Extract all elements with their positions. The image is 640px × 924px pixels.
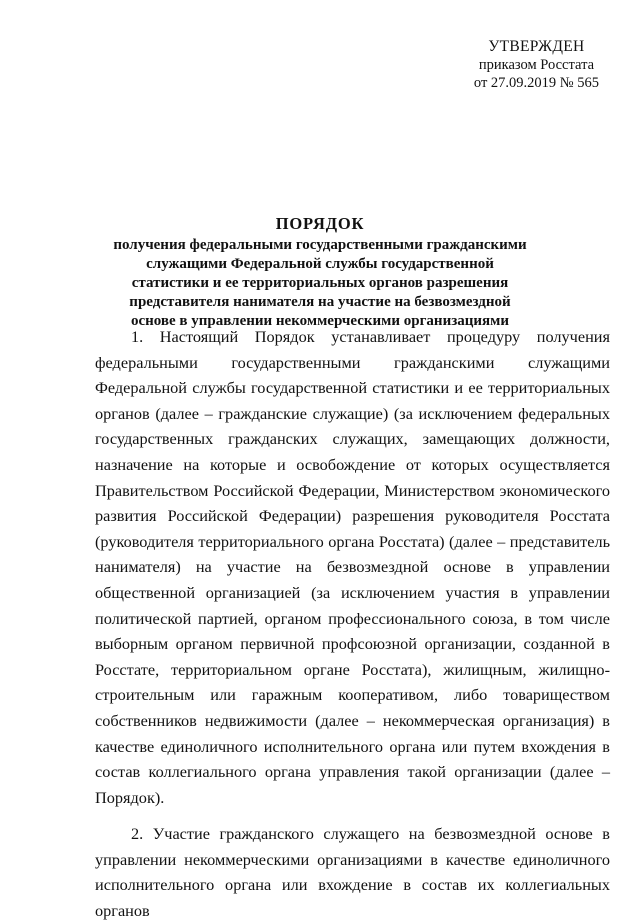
approval-date: от 27.09.2019 № 565 bbox=[473, 75, 599, 91]
document-body bbox=[95, 324, 610, 924]
document-title: ПОРЯДОК bbox=[275, 214, 365, 233]
document-subtitle: получения федеральными государственными гражданскими служащими Федеральной службы государственной статистики и ее территориальных органов разрешения представителя нанимателя на участие на безвозмездной основе в управлении некоммерческими организациями bbox=[113, 237, 527, 329]
paragraph-2: 2. Участие гражданского служащего на безвозмездной основе в управлении некоммерческими организациями в качестве единоличного исполнительного органа или вхождение в состав их коллегиальных органов bbox=[95, 824, 610, 921]
approval-stamp bbox=[474, 38, 599, 92]
document-heading bbox=[110, 214, 530, 331]
paragraph-1: 1. Настоящий Порядок устанавливает процедуру получения федеральными государственными гражданскими служащими Федеральной службы государственной статистики и ее территориальных органов (далее – гражданские служащие) (за исключением федеральных государственных гражданских служащих, замещающих должности, назначение на которые и освобождение от которых осуществляется Правительством Российской Федерации, Министерством экономического развития Российской Федерации) разрешения руководителя Росстата (руководителя территориального органа Росстата) (далее – представитель нанимателя) на участие на безвозмездной основе в управлении общественной организацией (за исключением участия в управлении политической партией, органом профессионального союза, в том числе выборным органом первичной профсоюзной организации, созданной в Росстате, территориальном органе Росстата), жилищным, жилищно-строительным или гаражным кооперативом, либо товариществом собственников недвижимости (далее – некоммерческая организация) в качестве единоличного исполнительного органа или путем вхождения в состав коллегиального органа управления такой организации (далее – Порядок). bbox=[95, 327, 610, 807]
approval-order: приказом Росстата bbox=[478, 57, 595, 73]
approval-title: УТВЕРЖДЕН bbox=[488, 38, 585, 55]
